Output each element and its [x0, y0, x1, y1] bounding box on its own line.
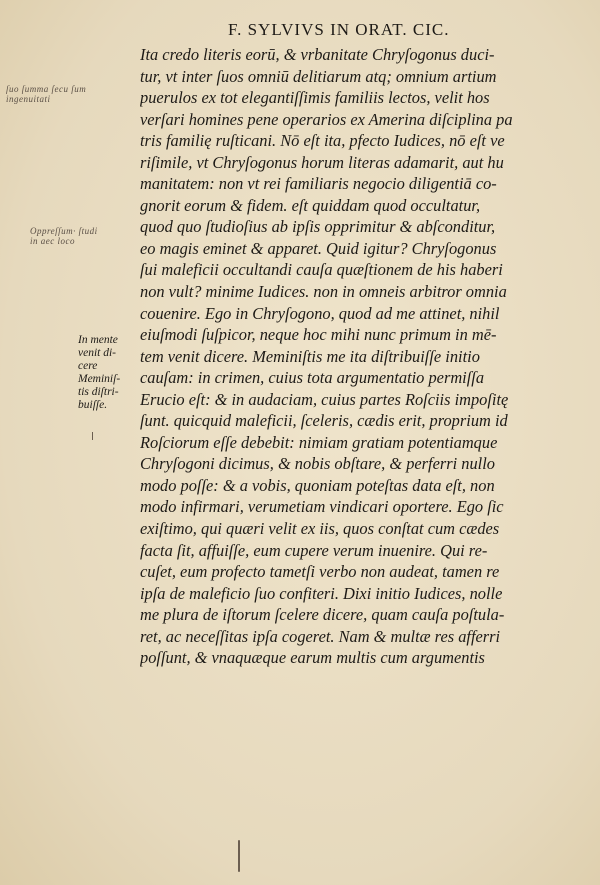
text-line: eo magis eminet & apparet. Quid igitur? Chryſogonus	[140, 238, 497, 258]
ink-mark	[238, 840, 240, 872]
text-line: me plura de iſtorum ſcelere dicere, quam cauſa poſtula-	[140, 605, 505, 625]
text-line: ſunt. quicquid maleficii, ſceleris, cædis erit, proprium id	[140, 411, 508, 431]
margin-note-line: In mente	[78, 334, 118, 346]
text-line: couenire. Ego in Chryſogono, quod ad me attinet, nihil	[140, 303, 500, 323]
text-line: poſſunt, & vnaquæque earum multis cum argumentis	[140, 648, 485, 668]
margin-note-line: buiſſe.	[78, 399, 108, 411]
text-line: ſui maleficii occultandi cauſa quæſtionem de his haberi	[140, 260, 503, 280]
text-line: non vult? minime Iudices. non in omneis arbitror omnia	[140, 282, 507, 302]
text-line: riſimile, vt Chryſogonus horum literas adamarit, aut hu	[140, 152, 504, 172]
text-line: modo poſſe: & a vobis, quoniam poteſtas data eſt, non	[140, 475, 495, 495]
running-header: F. SYLVIVS IN ORAT. CIC.	[228, 20, 450, 39]
text-line: gnorit eorum & fidem. eſt quiddam quod occultatur,	[140, 195, 481, 215]
margin-note-line: venit di-	[78, 347, 116, 359]
text-line: cuſet, eum profecto tametſi verbo non audeat, tamen re	[140, 562, 500, 582]
text-line: modo infirmari, verumetiam vindicari oportere. Ego ſic	[140, 497, 504, 517]
text-line: puerulos ex tot elegantiſſimis familiis lectos, velit hos	[140, 88, 490, 108]
text-line: quod quo ſtudioſius ab ipſis opprimitur & abſconditur,	[140, 217, 496, 237]
text-line: cauſam: in crimen, cuius tota argumentatio permiſſa	[140, 368, 485, 388]
margin-note-line: cere	[78, 360, 98, 372]
text-line: Ita credo literis eorū, & vrbanitate Chryſogonus duci-	[140, 45, 495, 64]
text-line: manitatem: non vt rei familiaris negocio diligentiā co-	[140, 174, 497, 194]
printed-margin-note	[78, 334, 140, 412]
text-line: tur, vt inter ſuos omniū delitiarum atq; omnium artium	[140, 66, 497, 86]
margin-note-line: Meminiſ-	[78, 373, 121, 385]
text-line: ret, ac neceſſitas ipſa cogeret. Nam & multæ res afferri	[140, 626, 501, 646]
margin-note-line: tis diſtri-	[78, 386, 119, 398]
text-line: Roſciorum eſſe debebit: nimiam gratiam potentiamque	[140, 432, 498, 452]
text-line: tris familię ruſticani. Nō eſt ita, pfecto Iudices, nō eſt ve	[140, 131, 505, 151]
text-line: exiſtimo, qui quæri velit ex iis, quos conſtat cum cædes	[140, 519, 500, 539]
handwritten-annotation: ſuo ſumma ſecu ſum ingenuitati	[6, 84, 87, 104]
text-line: ipſa de maleficio ſuo confiteri. Dixi initio Iudices, nolle	[140, 583, 503, 603]
text-line: facta ſit, affuiſſe, eum cupere verum inuenire. Qui re-	[140, 540, 488, 560]
ink-mark	[92, 432, 93, 440]
text-line: Erucio eſt: & in audaciam, cuius partes Roſciis impoſitę	[140, 389, 509, 409]
text-line: verſari homines pene operarios ex Amerina diſciplina pa	[140, 109, 513, 129]
text-line: eiuſmodi ſuſpicor, neque hoc mihi nunc primum in mē-	[140, 325, 497, 345]
handwritten-annotation: Oppreſſum· ſtudi in aec loco	[30, 226, 98, 246]
text-line: Chryſogoni dicimus, & nobis obſtare, & perferri nullo	[140, 454, 495, 474]
main-text-block	[140, 44, 588, 669]
text-line: tem venit dicere. Meminiſtis me ita diſtribuiſſe initio	[140, 346, 480, 366]
